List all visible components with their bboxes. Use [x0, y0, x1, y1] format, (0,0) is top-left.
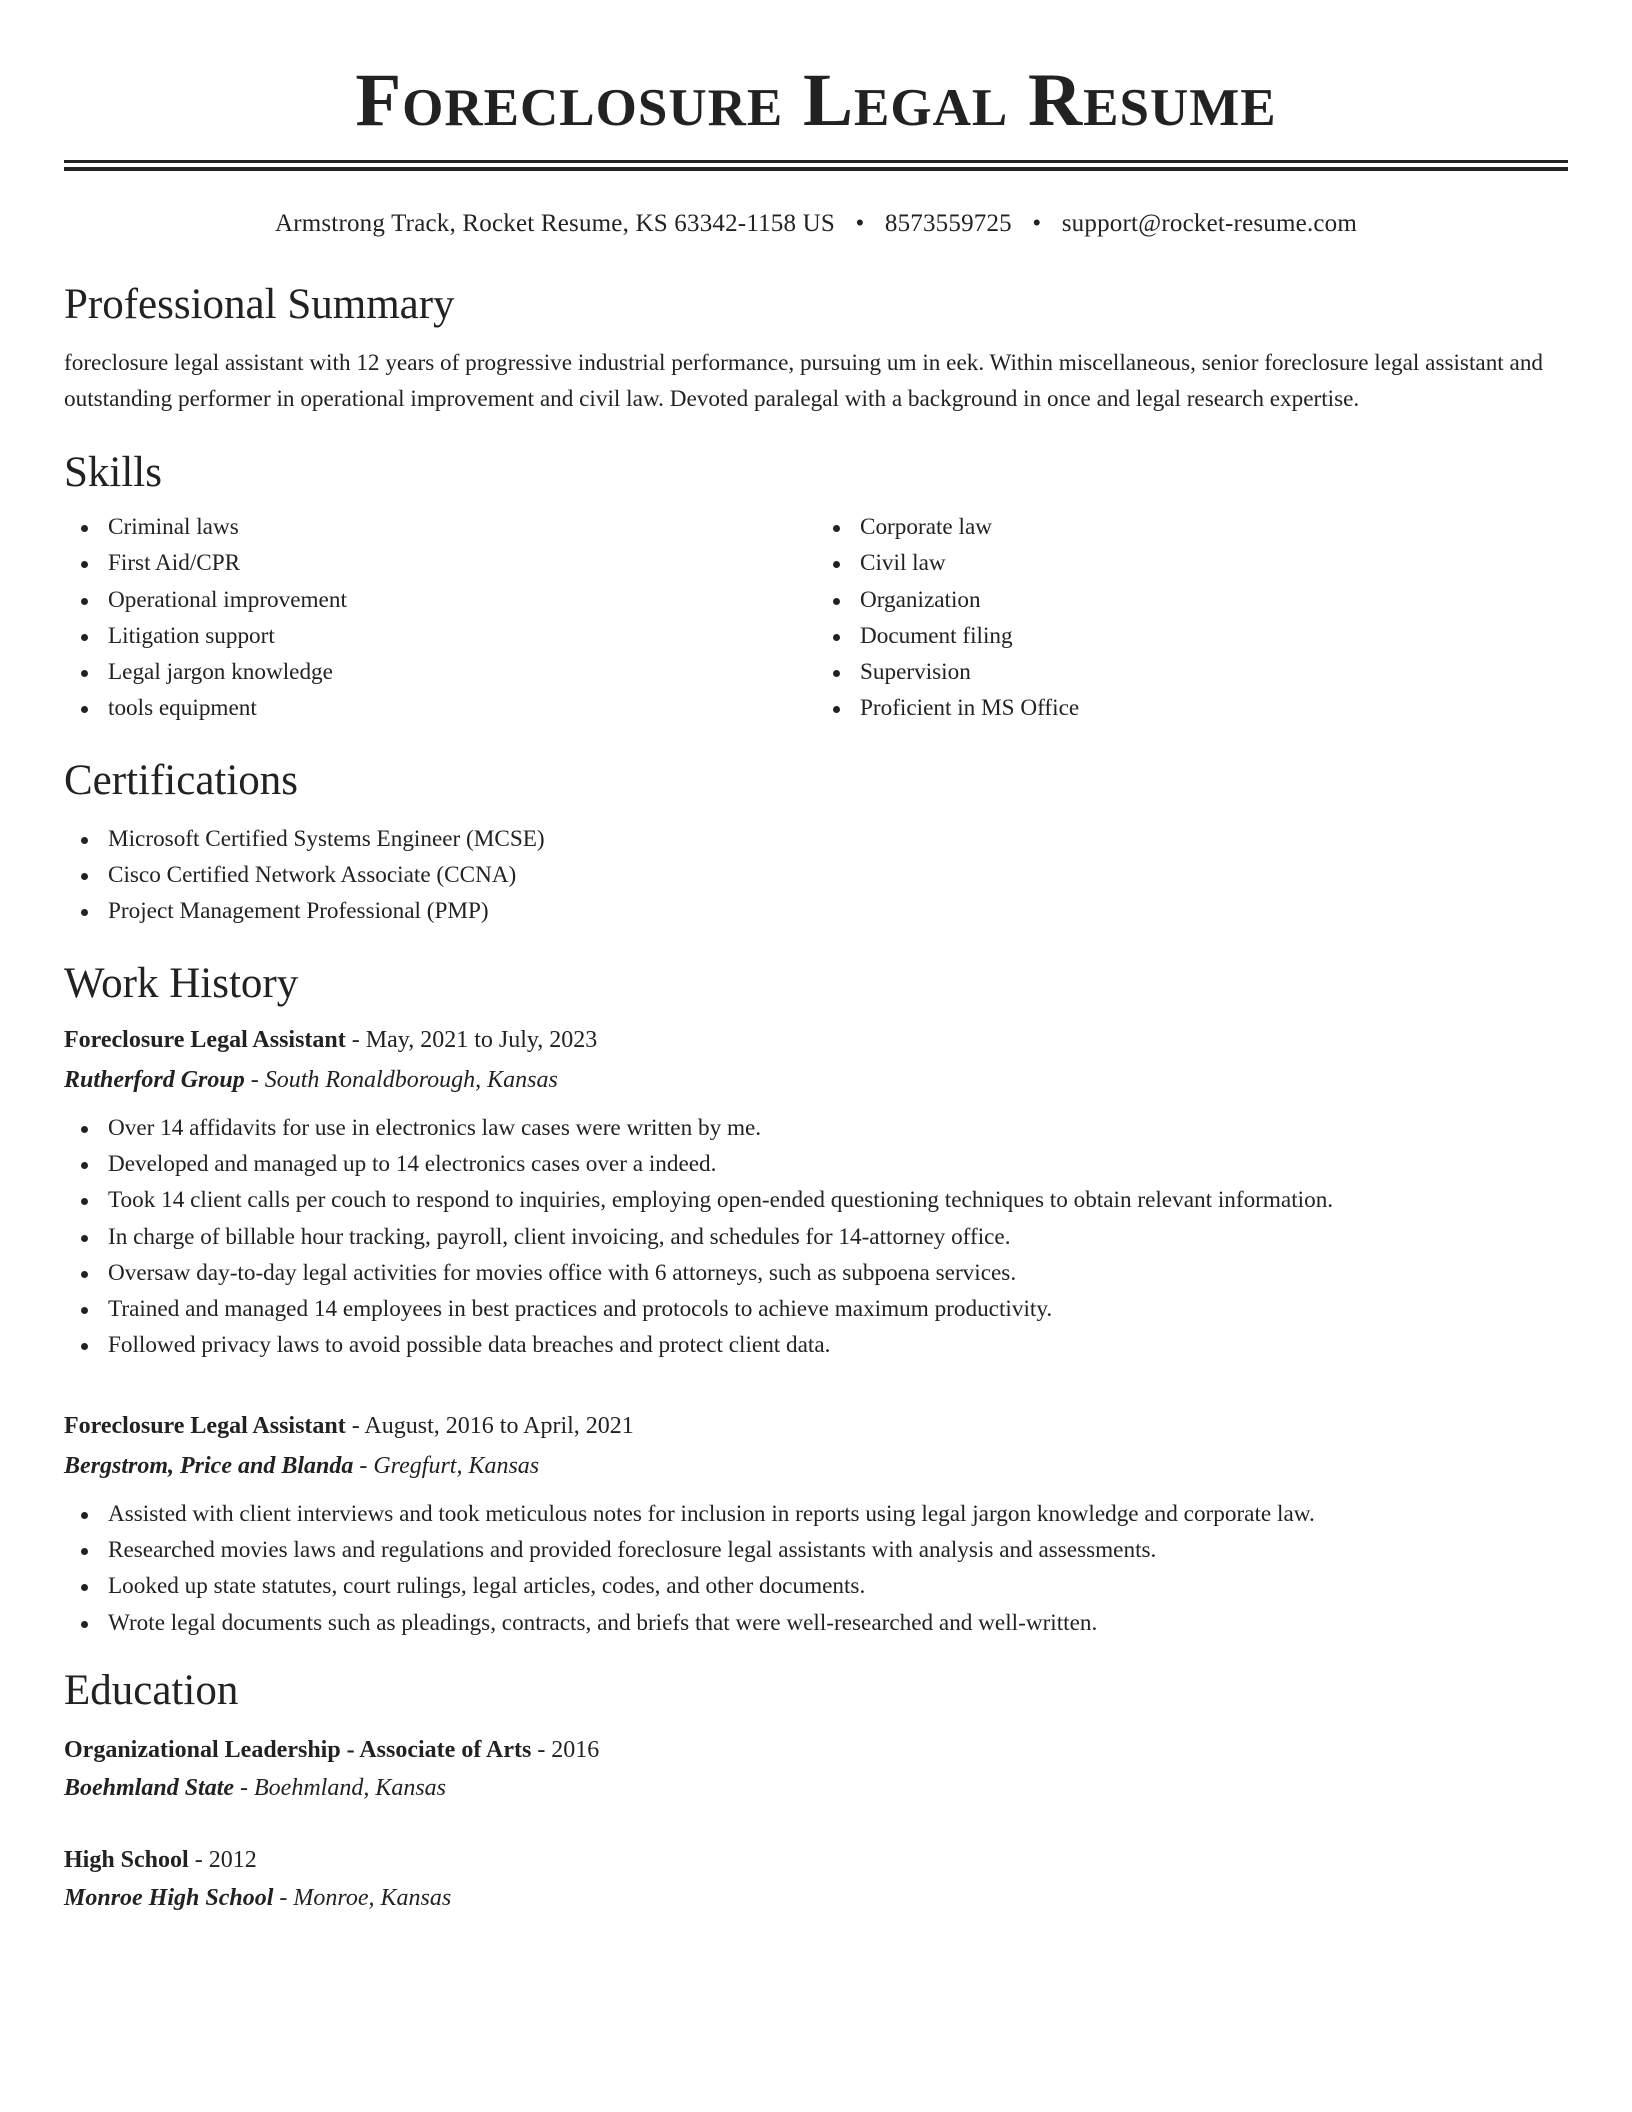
job-bullet: Oversaw day-to-day legal activities for movies office with 6 attorneys, such as subpoena services.: [64, 1255, 1568, 1291]
skill-item: Supervision: [816, 654, 1568, 690]
job-title-line: [64, 1020, 1568, 1060]
contact-address: Armstrong Track, Rocket Resume, KS 63342-1158 US: [274, 210, 836, 237]
job-title: Foreclosure Legal Assistant: [64, 1026, 346, 1053]
education-entry: [64, 1731, 1568, 1807]
education-degree: Organizational Leadership - Associate of Arts: [64, 1736, 532, 1763]
work-history-heading: Work History: [64, 959, 299, 1007]
job-company-line: [64, 1446, 1568, 1486]
contact-separator: •: [855, 210, 865, 237]
certification-item: Microsoft Certified Systems Engineer (MCSE): [64, 821, 1568, 857]
job-bullet: Trained and managed 14 employees in best practices and protocols to achieve maximum productivity.: [64, 1291, 1568, 1327]
job-bullet: Developed and managed up to 14 electronics cases over a indeed.: [64, 1146, 1568, 1182]
skill-item: Civil law: [816, 545, 1568, 581]
education-location: - Monroe, Kansas: [273, 1884, 452, 1911]
contact-separator: •: [1032, 210, 1042, 237]
contact-phone: 8573559725: [884, 210, 1012, 237]
skill-item: Proficient in MS Office: [816, 690, 1568, 726]
skill-item: First Aid/CPR: [64, 545, 816, 581]
education-location: - Boehmland, Kansas: [234, 1774, 447, 1801]
job-title-line: [64, 1406, 1568, 1446]
certifications-list: [64, 821, 1568, 930]
skills-column-left: [64, 509, 816, 727]
education-school: Monroe High School: [64, 1884, 274, 1911]
certifications-heading: Certifications: [64, 756, 299, 804]
job-dates: - May, 2021 to July, 2023: [345, 1026, 598, 1053]
education-degree: High School: [64, 1846, 189, 1873]
job-entry: [64, 1020, 1568, 1364]
certification-item: Project Management Professional (PMP): [64, 893, 1568, 929]
job-bullet: Took 14 client calls per couch to respond to inquiries, employing open-ended questioning techniques to obtain relevant information.: [64, 1182, 1568, 1218]
job-location: - Gregfurt, Kansas: [353, 1452, 540, 1479]
job-bullets: [64, 1110, 1568, 1364]
job-company: Rutherford Group: [64, 1066, 245, 1093]
job-title: Foreclosure Legal Assistant: [64, 1412, 346, 1439]
certification-item: Cisco Certified Network Associate (CCNA): [64, 857, 1568, 893]
education-heading: Education: [64, 1666, 239, 1714]
education-school-line: [64, 1769, 1568, 1807]
skill-item: Corporate law: [816, 509, 1568, 545]
title-divider: [64, 160, 1568, 171]
job-bullet: Researched movies laws and regulations and provided foreclosure legal assistants with analysis and assessments.: [64, 1532, 1568, 1568]
skill-item: Criminal laws: [64, 509, 816, 545]
resume-title: Foreclosure Legal Resume: [355, 59, 1277, 142]
contact-email: support@rocket-resume.com: [1061, 210, 1358, 237]
summary-heading: Professional Summary: [64, 281, 455, 328]
skill-item: Legal jargon knowledge: [64, 654, 816, 690]
job-location: - South Ronaldborough, Kansas: [244, 1066, 558, 1093]
skills-heading: Skills: [64, 449, 162, 496]
skill-item: Litigation support: [64, 618, 816, 654]
skills-list: [64, 509, 1568, 727]
job-bullet: Assisted with client interviews and took meticulous notes for inclusion in reports using legal jargon knowledge and corporate law.: [64, 1496, 1568, 1532]
job-bullet: Looked up state statutes, court rulings, legal articles, codes, and other documents.: [64, 1568, 1568, 1604]
education-school-line: [64, 1879, 1568, 1917]
education-degree-line: [64, 1841, 1568, 1879]
contact-line: [64, 207, 1568, 241]
summary-text: foreclosure legal assistant with 12 years of progressive industrial performance, pursuing um in eek. Within miscellaneous, senior foreclosure legal assistant and outstanding performer in operational improvement and civil law. Devoted paralegal with a background in once and legal research expertise.: [64, 350, 1544, 412]
job-bullet: Over 14 affidavits for use in electronics law cases were written by me.: [64, 1110, 1568, 1146]
job-company: Bergstrom, Price and Blanda: [64, 1452, 354, 1479]
job-entry: [64, 1406, 1568, 1641]
education-degree-line: [64, 1731, 1568, 1769]
job-bullet: In charge of billable hour tracking, payroll, client invoicing, and schedules for 14-attorney office.: [64, 1219, 1568, 1255]
skill-item: Organization: [816, 582, 1568, 618]
job-company-line: [64, 1060, 1568, 1100]
education-year: - 2012: [188, 1846, 257, 1873]
education-year: - 2016: [531, 1736, 600, 1763]
skill-item: Document filing: [816, 618, 1568, 654]
skills-column-right: [816, 509, 1568, 727]
skill-item: tools equipment: [64, 690, 816, 726]
job-bullet: Wrote legal documents such as pleadings, contracts, and briefs that were well-researched and well-written.: [64, 1605, 1568, 1641]
job-bullets: [64, 1496, 1568, 1641]
skill-item: Operational improvement: [64, 582, 816, 618]
job-bullet: Followed privacy laws to avoid possible data breaches and protect client data.: [64, 1327, 1568, 1363]
education-school: Boehmland State: [64, 1774, 235, 1801]
education-entry: [64, 1841, 1568, 1917]
job-dates: - August, 2016 to April, 2021: [345, 1412, 634, 1439]
